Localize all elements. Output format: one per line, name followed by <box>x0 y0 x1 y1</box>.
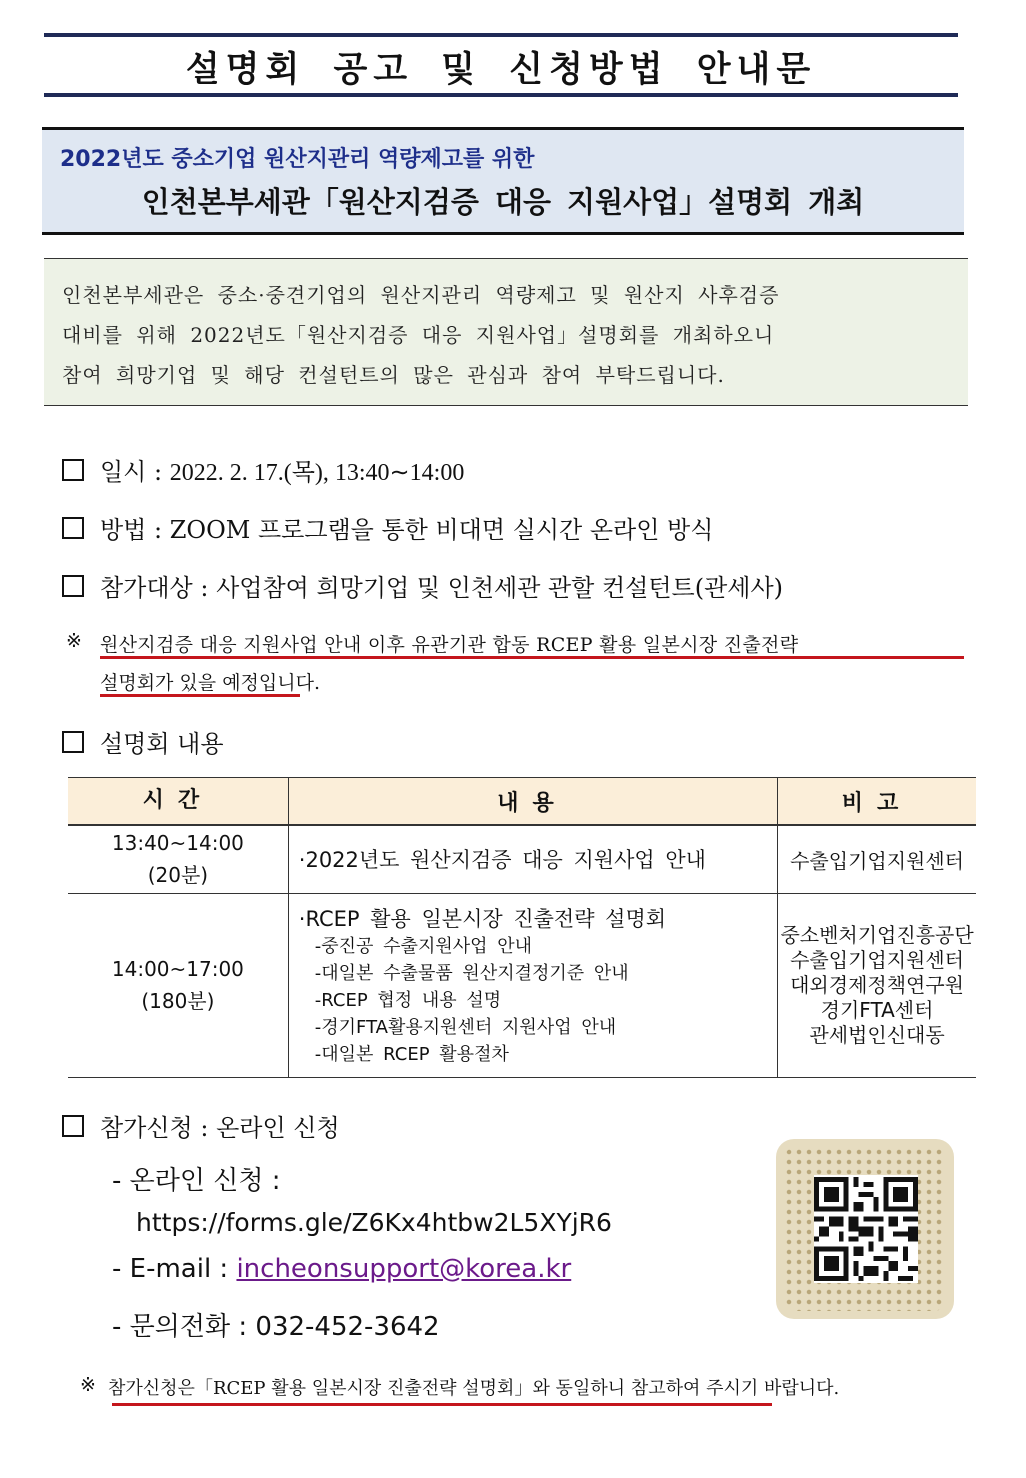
content-label: 설명회 내용 <box>100 730 224 758</box>
checkbox-square-icon <box>62 575 84 597</box>
checkbox-square-icon <box>62 517 84 539</box>
row2-note-4: 경기FTA센터 <box>820 997 934 1022</box>
schedule-table <box>68 777 976 1078</box>
row1-time: 13:40~14:00 <box>111 831 244 856</box>
phone-label: - 문의전화 : <box>112 1312 248 1342</box>
phone-value: 032-452-3642 <box>255 1312 440 1342</box>
row2-note-2: 수출입기업지원센터 <box>790 947 964 972</box>
header-time: 시간 <box>68 778 288 826</box>
row1-note-cell <box>778 825 976 893</box>
row1-main: ·2022년도 원산지검증 대응 지원사업 안내 <box>298 848 706 873</box>
row2-duration: (180분) <box>141 989 215 1013</box>
email-label: - E-mail : <box>112 1254 229 1284</box>
note-line1: 원산지검증 대응 지원사업 안내 이후 유관기관 합동 RCEP 활용 일본시장 진출전략 <box>100 634 799 656</box>
row2-time-cell <box>68 893 288 1077</box>
row2-note-cell <box>778 893 976 1077</box>
note-underline-2 <box>100 694 300 697</box>
method-item: 방법 : ZOOM 프로그램을 통한 비대면 실시간 온라인 방식 <box>62 510 713 545</box>
checkbox-square-icon <box>62 1115 84 1137</box>
row2-content-cell <box>288 893 777 1077</box>
target-label: 참가대상 <box>100 574 193 602</box>
subtitle-line1: 2022년도 중소기업 원산지관리 역량제고를 위한 <box>60 147 535 172</box>
intro-line-2: 대비를 위해 2022년도「원산지검증 대응 지원사업」설명회를 개최하오니 <box>62 323 775 347</box>
method-label: 방법 <box>100 516 147 544</box>
header-note: 비고 <box>778 778 976 826</box>
checkbox-square-icon <box>62 731 84 753</box>
row1-content-cell <box>288 825 777 893</box>
content-item <box>62 724 224 759</box>
intro-line-1: 인천본부세관은 중소·중견기업의 원산지관리 역량제고 및 원산지 사후검증 <box>62 283 780 307</box>
title-top-rule <box>44 33 958 37</box>
method-value: ZOOM 프로그램을 통한 비대면 실시간 온라인 방식 <box>169 516 714 544</box>
apply-item: 참가신청 : 온라인 신청 <box>62 1108 340 1143</box>
subtitle-line2: 인천본부세관「원산지검증 대응 지원사업」설명회 개최 <box>141 185 865 219</box>
footer-note-symbol: ※ <box>80 1374 96 1396</box>
date-label: 일시 <box>100 458 147 486</box>
list-item: -RCEP 협정 내용 설명 <box>314 989 502 1011</box>
note-symbol: ※ <box>66 630 82 652</box>
row2-main: ·RCEP 활용 일본시장 진출전략 설명회 <box>298 906 667 931</box>
list-item: -대일본 수출물품 원산지결정기준 안내 <box>314 962 629 984</box>
row2-time: 14:00~17:00 <box>111 957 244 981</box>
table-row <box>68 825 976 893</box>
phone-row <box>112 1306 440 1343</box>
list-item: -중진공 수출지원사업 안내 <box>314 935 532 957</box>
note-line2: 설명회가 있을 예정입니다. <box>100 672 321 694</box>
row2-sub-list <box>315 933 776 1068</box>
email-link[interactable]: incheonsupport@korea.kr <box>236 1254 572 1284</box>
intro-box <box>44 258 968 406</box>
date-item: 일시 : 2022. 2. 17.(목), 13:40∼14:00 <box>62 452 464 487</box>
footer-note-underline <box>112 1403 772 1406</box>
qr-code-icon[interactable] <box>814 1175 918 1283</box>
target-value: 사업참여 희망기업 및 인천세관 관할 컨설턴트(관세사) <box>216 574 784 602</box>
row1-time-cell <box>68 825 288 893</box>
note-underline-1 <box>100 656 964 659</box>
header-content: 내용 <box>288 778 777 826</box>
footer-note-text: 참가신청은「RCEP 활용 일본시장 진출전략 설명회」와 동일하니 참고하여 주시기 바랍니다. <box>108 1378 840 1399</box>
checkbox-square-icon <box>62 459 84 481</box>
subtitle-box <box>42 127 964 235</box>
row1-duration: (20분) <box>147 863 209 888</box>
list-item: -대일본 RCEP 활용절차 <box>314 1043 509 1065</box>
apply-label: 참가신청 <box>100 1114 193 1142</box>
online-label: - 온라인 신청 : <box>112 1166 281 1196</box>
list-item: -경기FTA활용지원센터 지원사업 안내 <box>314 1016 617 1038</box>
target-item: 참가대상 : 사업참여 희망기업 및 인천세관 관할 컨설턴트(관세사) <box>62 568 783 603</box>
title-bottom-rule <box>44 93 958 97</box>
intro-line-3: 참여 희망기업 및 해당 컨설턴트의 많은 관심과 참여 부탁드립니다. <box>62 363 725 387</box>
row1-note-1: 수출입기업지원센터 <box>790 848 964 873</box>
online-url[interactable]: https://forms.gle/Z6Kx4htbw2L5XYjR6 <box>136 1208 612 1237</box>
email-row <box>112 1254 571 1284</box>
row2-note-1: 중소벤처기업진흥공단 <box>780 922 974 947</box>
table-row <box>68 893 976 1077</box>
qr-code-frame <box>776 1139 954 1319</box>
row2-note-3: 대외경제정책연구원 <box>790 972 964 997</box>
date-value: 2022. 2. 17.(목), 13:40∼14:00 <box>169 460 465 486</box>
page-title: 설명회 공고 및 신청방법 안내문 <box>185 50 817 90</box>
row2-note-5: 관세법인신대동 <box>809 1022 945 1047</box>
apply-value: 온라인 신청 <box>216 1114 340 1142</box>
